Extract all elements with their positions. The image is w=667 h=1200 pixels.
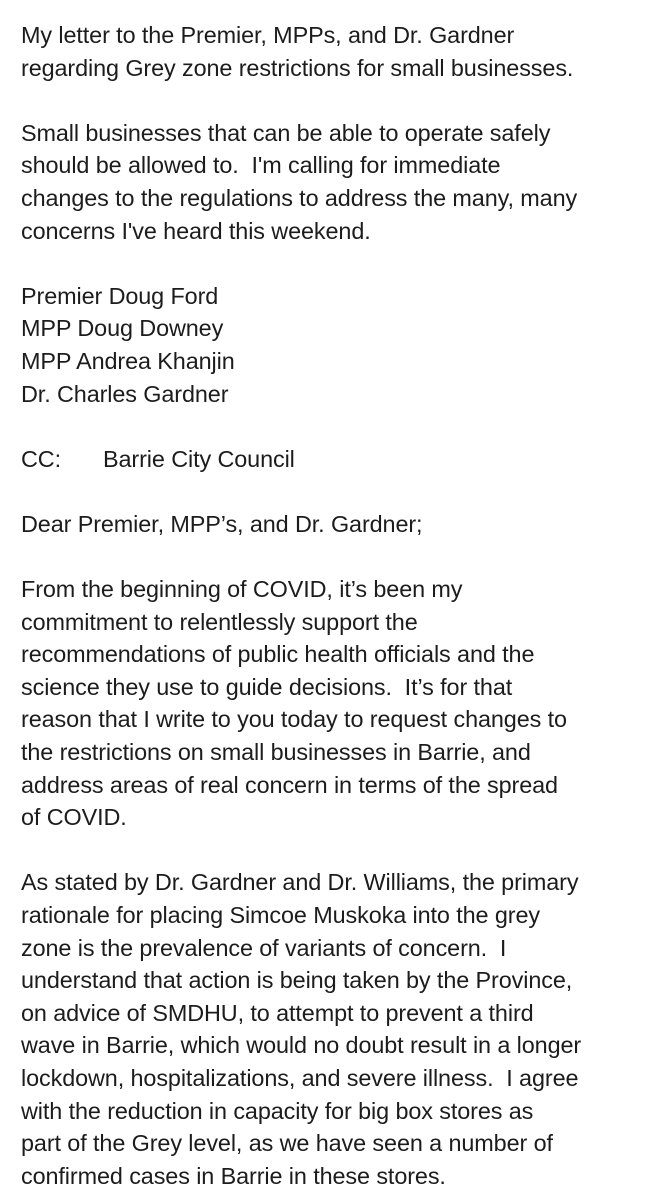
body-line: rationale for placing Simcoe Muskoka into the grey: [21, 902, 540, 929]
body-paragraph-2: [21, 866, 651, 1192]
body-line: zone is the prevalence of variants of concern. I: [21, 934, 507, 961]
paragraph-spacer: [21, 247, 651, 280]
body-line: confirmed cases in Barrie in these stores.: [21, 1162, 446, 1189]
paragraph-spacer: [21, 410, 651, 443]
body-line: From the beginning of COVID, it’s been my: [21, 576, 463, 603]
body-line: with the reduction in capacity for big box stores as: [21, 1097, 534, 1124]
cc-value: Barrie City Council: [103, 445, 295, 472]
salutation-line: Dear Premier, MPP’s, and Dr. Gardner;: [21, 510, 423, 537]
call-line: concerns I've heard this weekend.: [21, 217, 371, 244]
intro-line: regarding Grey zone restrictions for small businesses.: [21, 54, 574, 81]
recipient-line: MPP Doug Downey: [21, 315, 224, 342]
recipient-line: Premier Doug Ford: [21, 282, 219, 309]
recipient-line: MPP Andrea Khanjin: [21, 347, 235, 374]
body-line: commitment to relentlessly support the: [21, 608, 418, 635]
body-line: science they use to guide decisions. It’s for that: [21, 673, 513, 700]
body-line: of COVID.: [21, 804, 127, 831]
body-line: the restrictions on small businesses in Barrie, and: [21, 739, 531, 766]
call-line: Small businesses that can be able to operate safely: [21, 119, 551, 146]
body-line: As stated by Dr. Gardner and Dr. Williams, the primary: [21, 869, 579, 896]
paragraph-spacer: [21, 541, 651, 574]
cc-label: CC:: [21, 445, 61, 472]
call-line: changes to the regulations to address the many, many: [21, 184, 578, 211]
body-line: address areas of real concern in terms of the spread: [21, 771, 558, 798]
call-paragraph: [21, 117, 651, 247]
intro-paragraph: [21, 19, 651, 84]
body-paragraph-1: [21, 573, 651, 834]
body-line: recommendations of public health officials and the: [21, 641, 535, 668]
salutation: [21, 508, 651, 541]
paragraph-spacer: [21, 475, 651, 508]
paragraph-spacer: [21, 84, 651, 117]
paragraph-spacer: [21, 834, 651, 867]
recipients-list: [21, 280, 651, 410]
body-line: lockdown, hospitalizations, and severe illness. I agree: [21, 1065, 579, 1091]
body-line: wave in Barrie, which would no doubt result in a longer: [21, 1032, 582, 1059]
intro-line: My letter to the Premier, MPPs, and Dr. Gardner: [21, 22, 515, 48]
body-line: understand that action is being taken by the Province,: [21, 967, 573, 994]
body-line: on advice of SMDHU, to attempt to prevent a third: [21, 999, 534, 1026]
call-line: should be allowed to. I'm calling for immediate: [21, 152, 501, 179]
body-line: part of the Grey level, as we have seen a number of: [21, 1130, 553, 1157]
cc-section: [21, 443, 651, 476]
recipient-line: Dr. Charles Gardner: [21, 380, 229, 407]
cc-row: [21, 443, 651, 476]
body-line: reason that I write to you today to request changes to: [21, 706, 567, 733]
